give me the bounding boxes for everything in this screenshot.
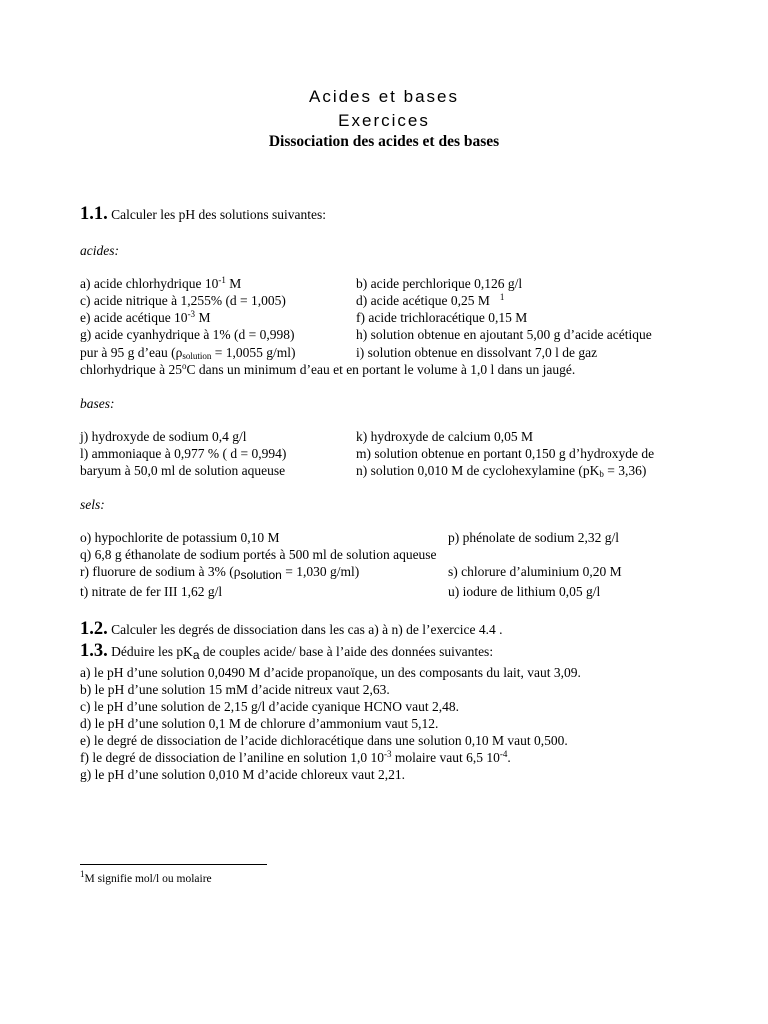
item-r: r) fluorure de sodium à 3% (ρsolution = 1,030 g/ml) xyxy=(80,564,360,582)
footnote: $^1$M signifie mol/l ou molaire xyxy=(80,869,212,885)
item-q: q) 6,8 g éthanolate de sodium portés à 500 ml de solution aqueuse xyxy=(80,547,437,562)
item-m-continued: baryum à 50,0 ml de solution aqueuse xyxy=(80,463,286,478)
item-n: n) solution 0,010 M de cyclohexylamine $(pK_b = 3,36)$ xyxy=(356,463,647,479)
exercise-number: 1.1. xyxy=(80,204,108,224)
title-line-2: Exercices xyxy=(338,111,430,130)
acides-label: acides: xyxy=(80,243,119,258)
item-d: d) acide acétique 0,25 M $^1$ xyxy=(356,292,505,308)
item-i-continued: chlorhydrique à 25$^o$C dans un minimum d’eau et en portant le volume à 1,0 l dans un jaugé. xyxy=(80,361,576,377)
item-s: s) chlorure d’aluminium 0,20 M xyxy=(448,564,622,579)
item-j: j) hydroxyde de sodium 0,4 g/l xyxy=(80,429,247,444)
item-1-3-b: b) le pH d’une solution 15 mM d’acide nitreux vaut 2,63. xyxy=(80,682,390,697)
item-1-3-c: c) le pH d’une solution de 2,15 g/l d’acide cyanique HCNO vaut 2,48. xyxy=(80,699,460,714)
item-p: p) phénolate de sodium 2,32 g/l xyxy=(448,530,619,545)
subtitle: Dissociation des acides et des bases xyxy=(268,133,500,150)
item-e: e) acide acétique $10^{-3}$ M xyxy=(80,309,211,325)
exercise-instruction: Déduire les pKa de couples acide/ base à l’aide des données suivantes: xyxy=(111,644,494,662)
item-l: l) ammoniaque à 0,977 % ( d = 0,994) xyxy=(80,446,287,461)
bases-label: bases: xyxy=(80,396,115,411)
exercise-instruction: Calculer les degrés de dissociation dans les cas a) à n) de l’exercice 4.4 . xyxy=(111,622,503,637)
item-u: u) iodure de lithium 0,05 g/l xyxy=(448,584,601,599)
item-t: t) nitrate de fer III 1,62 g/l xyxy=(80,584,223,599)
item-o: o) hypochlorite de potassium 0,10 M xyxy=(80,530,280,545)
item-1-3-f: f) le degré de dissociation de l’aniline en solution 1,0 $10^{-3}$ molaire vaut 6,5 $10^{-4}$. xyxy=(80,749,511,765)
item-f: f) acide trichloracétique 0,15 M xyxy=(356,310,528,325)
item-k: k) hydroxyde de calcium 0,05 M xyxy=(356,429,533,444)
exercise-number: 1.2. xyxy=(80,619,108,639)
item-1-3-d: d) le pH d’une solution 0,1 M de chlorure d’ammonium vaut 5,12. xyxy=(80,716,439,731)
exercise-1-3-heading xyxy=(80,643,493,660)
item-h: h) solution obtenue en ajoutant 5,00 g d’acide acétique xyxy=(356,327,652,342)
footnote-rule xyxy=(80,864,267,865)
item-i: i) solution obtenue en dissolvant 7,0 l de gaz xyxy=(356,345,598,360)
item-c: c) acide nitrique à 1,255% (d = 1,005) xyxy=(80,293,286,308)
item-h-continued: pur à 95 g d’eau ($\rho_{solution} = 1,0055$ g/ml) xyxy=(80,345,296,361)
sels-label: sels: xyxy=(80,497,105,512)
item-1-3-a: a) le pH d’une solution 0,0490 M d’acide propanoïque, un des composants du lait, vaut 3,09. xyxy=(80,665,581,680)
exercise-number: 1.3. xyxy=(80,641,108,661)
footnote-ref: 1 xyxy=(499,292,505,302)
exercise-1-1-heading xyxy=(80,206,326,223)
item-1-3-e: e) le degré de dissociation de l’acide dichloracétique dans une solution 0,10 M vaut 0,500. xyxy=(80,733,568,748)
exercise-instruction: Calculer les pH des solutions suivantes: xyxy=(111,207,326,222)
item-m: m) solution obtenue en portant 0,150 g d’hydroxyde de xyxy=(356,446,655,461)
item-b: b) acide perchlorique 0,126 g/l xyxy=(356,276,523,291)
item-1-3-g: g) le pH d’une solution 0,010 M d’acide chloreux vaut 2,21. xyxy=(80,767,406,782)
item-a: a) acide chlorhydrique $10^{-1}$ M xyxy=(80,275,242,291)
title-line-1: Acides et bases xyxy=(308,87,459,106)
item-g: g) acide cyanhydrique à 1% (d = 0,998) xyxy=(80,327,295,342)
exercise-1-2-heading xyxy=(80,621,502,638)
